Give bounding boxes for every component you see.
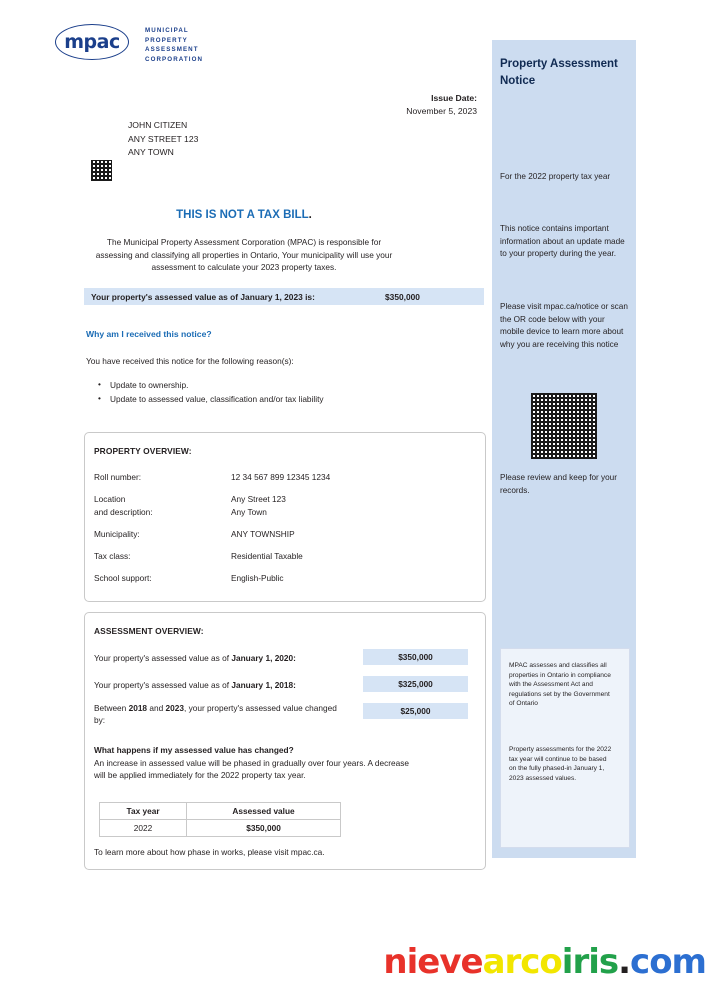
sidebar-title: Property Assessment Notice [500,58,618,87]
mpac-logo [55,24,203,64]
page-title [0,209,488,221]
watermark-part-4: com [630,942,706,982]
school-support-label: School support: [94,572,152,583]
change-text-1: Between [94,703,129,713]
list-item: • Update to assessed value, classification and/or tax liability [88,392,324,406]
sidebar [492,40,636,858]
why-notice-subtitle: You have received this notice for the following reason(s): [86,356,294,366]
change-text-2: and [147,703,166,713]
issue-date-label: Issue Date: [431,93,477,103]
tax-class-label: Tax class: [94,550,131,561]
page-title-text: THIS IS NOT A TAX BILL [176,209,309,221]
watermark-part-2: arco [482,942,562,982]
watermark [383,942,706,982]
sidebar-paragraph-2: Please visit mpac.ca/notice or scan the OR code below with your mobile device to learn more about why you are receiving this notice [500,302,628,349]
sidebar-disclaimer-1: MPAC assesses and classifies all properties in Ontario in compliance with the Assessment Act and regulations set by the Government of Ontario [509,662,611,708]
assessment-rows [94,649,476,739]
table-row [94,471,476,484]
roll-number-label: Roll number: [94,472,142,482]
school-support-value: English-Public [231,572,284,583]
assessed-2020-label [94,653,349,665]
phase-in-heading: What happens if my assessed value has changed? [94,745,294,755]
sidebar-disclaimer-box [500,648,630,848]
assessed-2018-amount: $325,000 [363,676,468,692]
column-header-tax-year: Tax year [100,803,187,820]
page-title-period: . [308,209,312,221]
table-row [94,649,476,670]
cell-tax-year: 2022 [100,820,187,837]
sidebar-review-note: Please review and keep for your records. [500,473,617,495]
sidebar-tax-year: For the 2022 property tax year [500,172,611,181]
location-label-group [94,493,231,518]
phase-in-footer: To learn more about how phase in works, please visit mpac.ca. [94,847,325,857]
table-row [94,528,476,541]
change-year-to: 2023 [165,703,184,713]
assessed-2020-text: Your property's assessed value as of [94,653,232,663]
table-row [100,820,341,837]
location-label-second-line: and description: [94,506,153,517]
phase-in-table [99,802,341,837]
assessed-2018-date: January 1, 2018: [231,680,296,690]
watermark-part-1: nieve [383,942,483,982]
column-header-assessed-value: Assessed value [187,803,341,820]
table-row [94,550,476,563]
property-overview-title: PROPERTY OVERVIEW: [94,446,192,456]
table-row [94,703,476,733]
location-value: Any Street 123 [231,494,286,504]
watermark-part-3: iris [561,942,619,982]
change-year-from: 2018 [128,703,148,713]
list-item: • Update to ownership. [88,378,324,392]
change-text-3: , your property's assessed value changed by: [94,703,337,725]
table-row [94,676,476,697]
intro-paragraph: The Municipal Property Assessment Corporation (MPAC) is responsible for assessing and classifying all properties in Ontario, Your municipality will use your assessment to calculate your 2023 property taxes. [95,237,393,273]
assessed-change-amount: $25,000 [363,703,468,719]
qr-code-small-icon [91,160,112,181]
municipality-value: ANY TOWNSHIP [231,528,295,539]
issue-date-block [406,92,477,118]
mpac-logo-wordmark: MUNICIPAL PROPERTY ASSESSMENT CORPORATION [145,27,204,63]
sidebar-disclaimer-2: Property assessments for the 2022 tax year will continue to be based on the fully phased-in January 1, 2023 assessed values. [509,746,612,782]
why-notice-heading: Why am I received this notice? [86,329,212,339]
phase-in-body: An increase in assessed value will be phased in gradually over four years. A decrease will be applied immediately for the 2022 property tax year. [94,758,410,781]
assessment-overview-title: ASSESSMENT OVERVIEW: [94,626,204,636]
assessed-change-label [94,703,349,726]
table-row [94,493,476,518]
issue-date-value: November 5, 2023 [406,106,477,116]
property-overview-panel [84,432,486,602]
table-header-row [100,803,341,820]
location-value-group [231,493,476,518]
assessed-value-banner [84,288,484,305]
why-notice-reasons [88,378,324,406]
roll-number-value: 12 34 567 899 12345 1234 [231,472,331,482]
watermark-dot: . [618,942,631,982]
property-overview-rows [94,471,476,594]
assessment-overview-panel [84,612,486,870]
recipient-city: ANY TOWN [128,147,174,157]
recipient-name: JOHN CITIZEN [128,120,188,130]
qr-code-icon [531,393,597,459]
assessed-value-amount: $350,000 [385,291,420,302]
table-row [94,572,476,585]
tax-class-value: Residential Taxable [231,550,303,561]
assessed-value-label: Your property's assessed value as of January 1, 2023 is: [91,291,315,302]
assessed-2020-date: January 1, 2020: [231,653,296,663]
assessed-2018-label [94,680,349,692]
assessed-2018-text: Your property's assessed value as of [94,680,232,690]
recipient-street: ANY STREET 123 [128,133,199,144]
municipality-label: Municipality: [94,528,140,539]
sidebar-paragraph-1: This notice contains important information about an update made to your property during the year. [500,224,625,259]
location-label: Location [94,494,126,504]
location-value-second-line: Any Town [231,506,267,517]
recipient-address [128,119,198,160]
cell-assessed-value: $350,000 [187,820,341,837]
mpac-logo-mark: mpac [55,24,129,60]
assessed-2020-amount: $350,000 [363,649,468,665]
